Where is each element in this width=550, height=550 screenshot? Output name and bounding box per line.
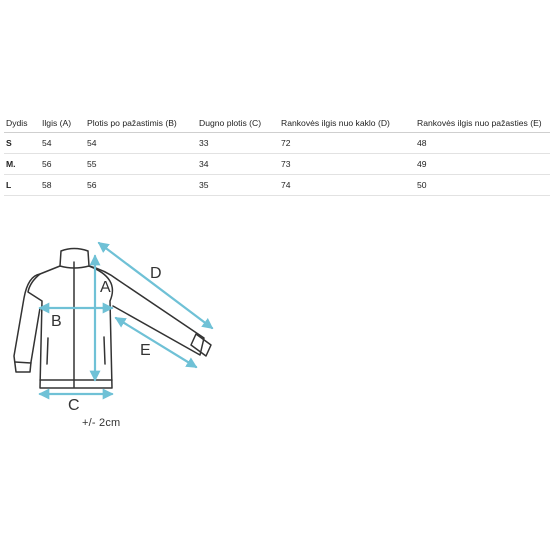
table-cell: 48: [415, 133, 550, 154]
tolerance-note: +/- 2cm: [82, 417, 121, 429]
column-header-bottom-width: Dugno plotis (C): [197, 113, 279, 133]
measure-label-e: E: [140, 342, 151, 359]
table-cell: 74: [279, 175, 415, 196]
table-cell: 49: [415, 154, 550, 175]
table-cell: L: [4, 175, 40, 196]
column-header-chest-width: Plotis po pažastimis (B): [85, 113, 197, 133]
column-header-sleeve-from-neck: Rankovės ilgis nuo kaklo (D): [279, 113, 415, 133]
table-header-row: [4, 113, 550, 133]
jacket-illustration: [14, 249, 211, 389]
table-cell: 56: [40, 154, 85, 175]
table-cell: 56: [85, 175, 197, 196]
column-header-size: Dydis: [4, 113, 40, 133]
measure-line-d: [99, 243, 212, 328]
table-cell: S: [4, 133, 40, 154]
table-row: [4, 133, 550, 154]
measure-label-c: C: [68, 397, 80, 414]
table-cell: 33: [197, 133, 279, 154]
measure-label-b: B: [51, 313, 62, 330]
table-cell: M.: [4, 154, 40, 175]
size-table: [4, 113, 550, 196]
table-cell: 72: [279, 133, 415, 154]
jacket-measurement-diagram: [0, 230, 230, 415]
jacket-left-cuff: [15, 362, 31, 363]
jacket-left-pocket: [47, 338, 48, 364]
jacket-left-sleeve: [14, 274, 40, 372]
table-row: [4, 175, 550, 196]
jacket-right-pocket: [104, 337, 105, 364]
table-cell: 34: [197, 154, 279, 175]
table-cell: 73: [279, 154, 415, 175]
column-header-sleeve-from-armpit: Rankovės ilgis nuo pažasties (E): [415, 113, 550, 133]
table-cell: 54: [85, 133, 197, 154]
table-row: [4, 154, 550, 175]
jacket-right-cuff: [191, 334, 211, 356]
table-cell: 58: [40, 175, 85, 196]
measure-label-a: A: [100, 279, 111, 296]
table-cell: 54: [40, 133, 85, 154]
table-cell: 35: [197, 175, 279, 196]
table-cell: 50: [415, 175, 550, 196]
measure-label-d: D: [150, 265, 162, 282]
table-cell: 55: [85, 154, 197, 175]
column-header-length: Ilgis (A): [40, 113, 85, 133]
